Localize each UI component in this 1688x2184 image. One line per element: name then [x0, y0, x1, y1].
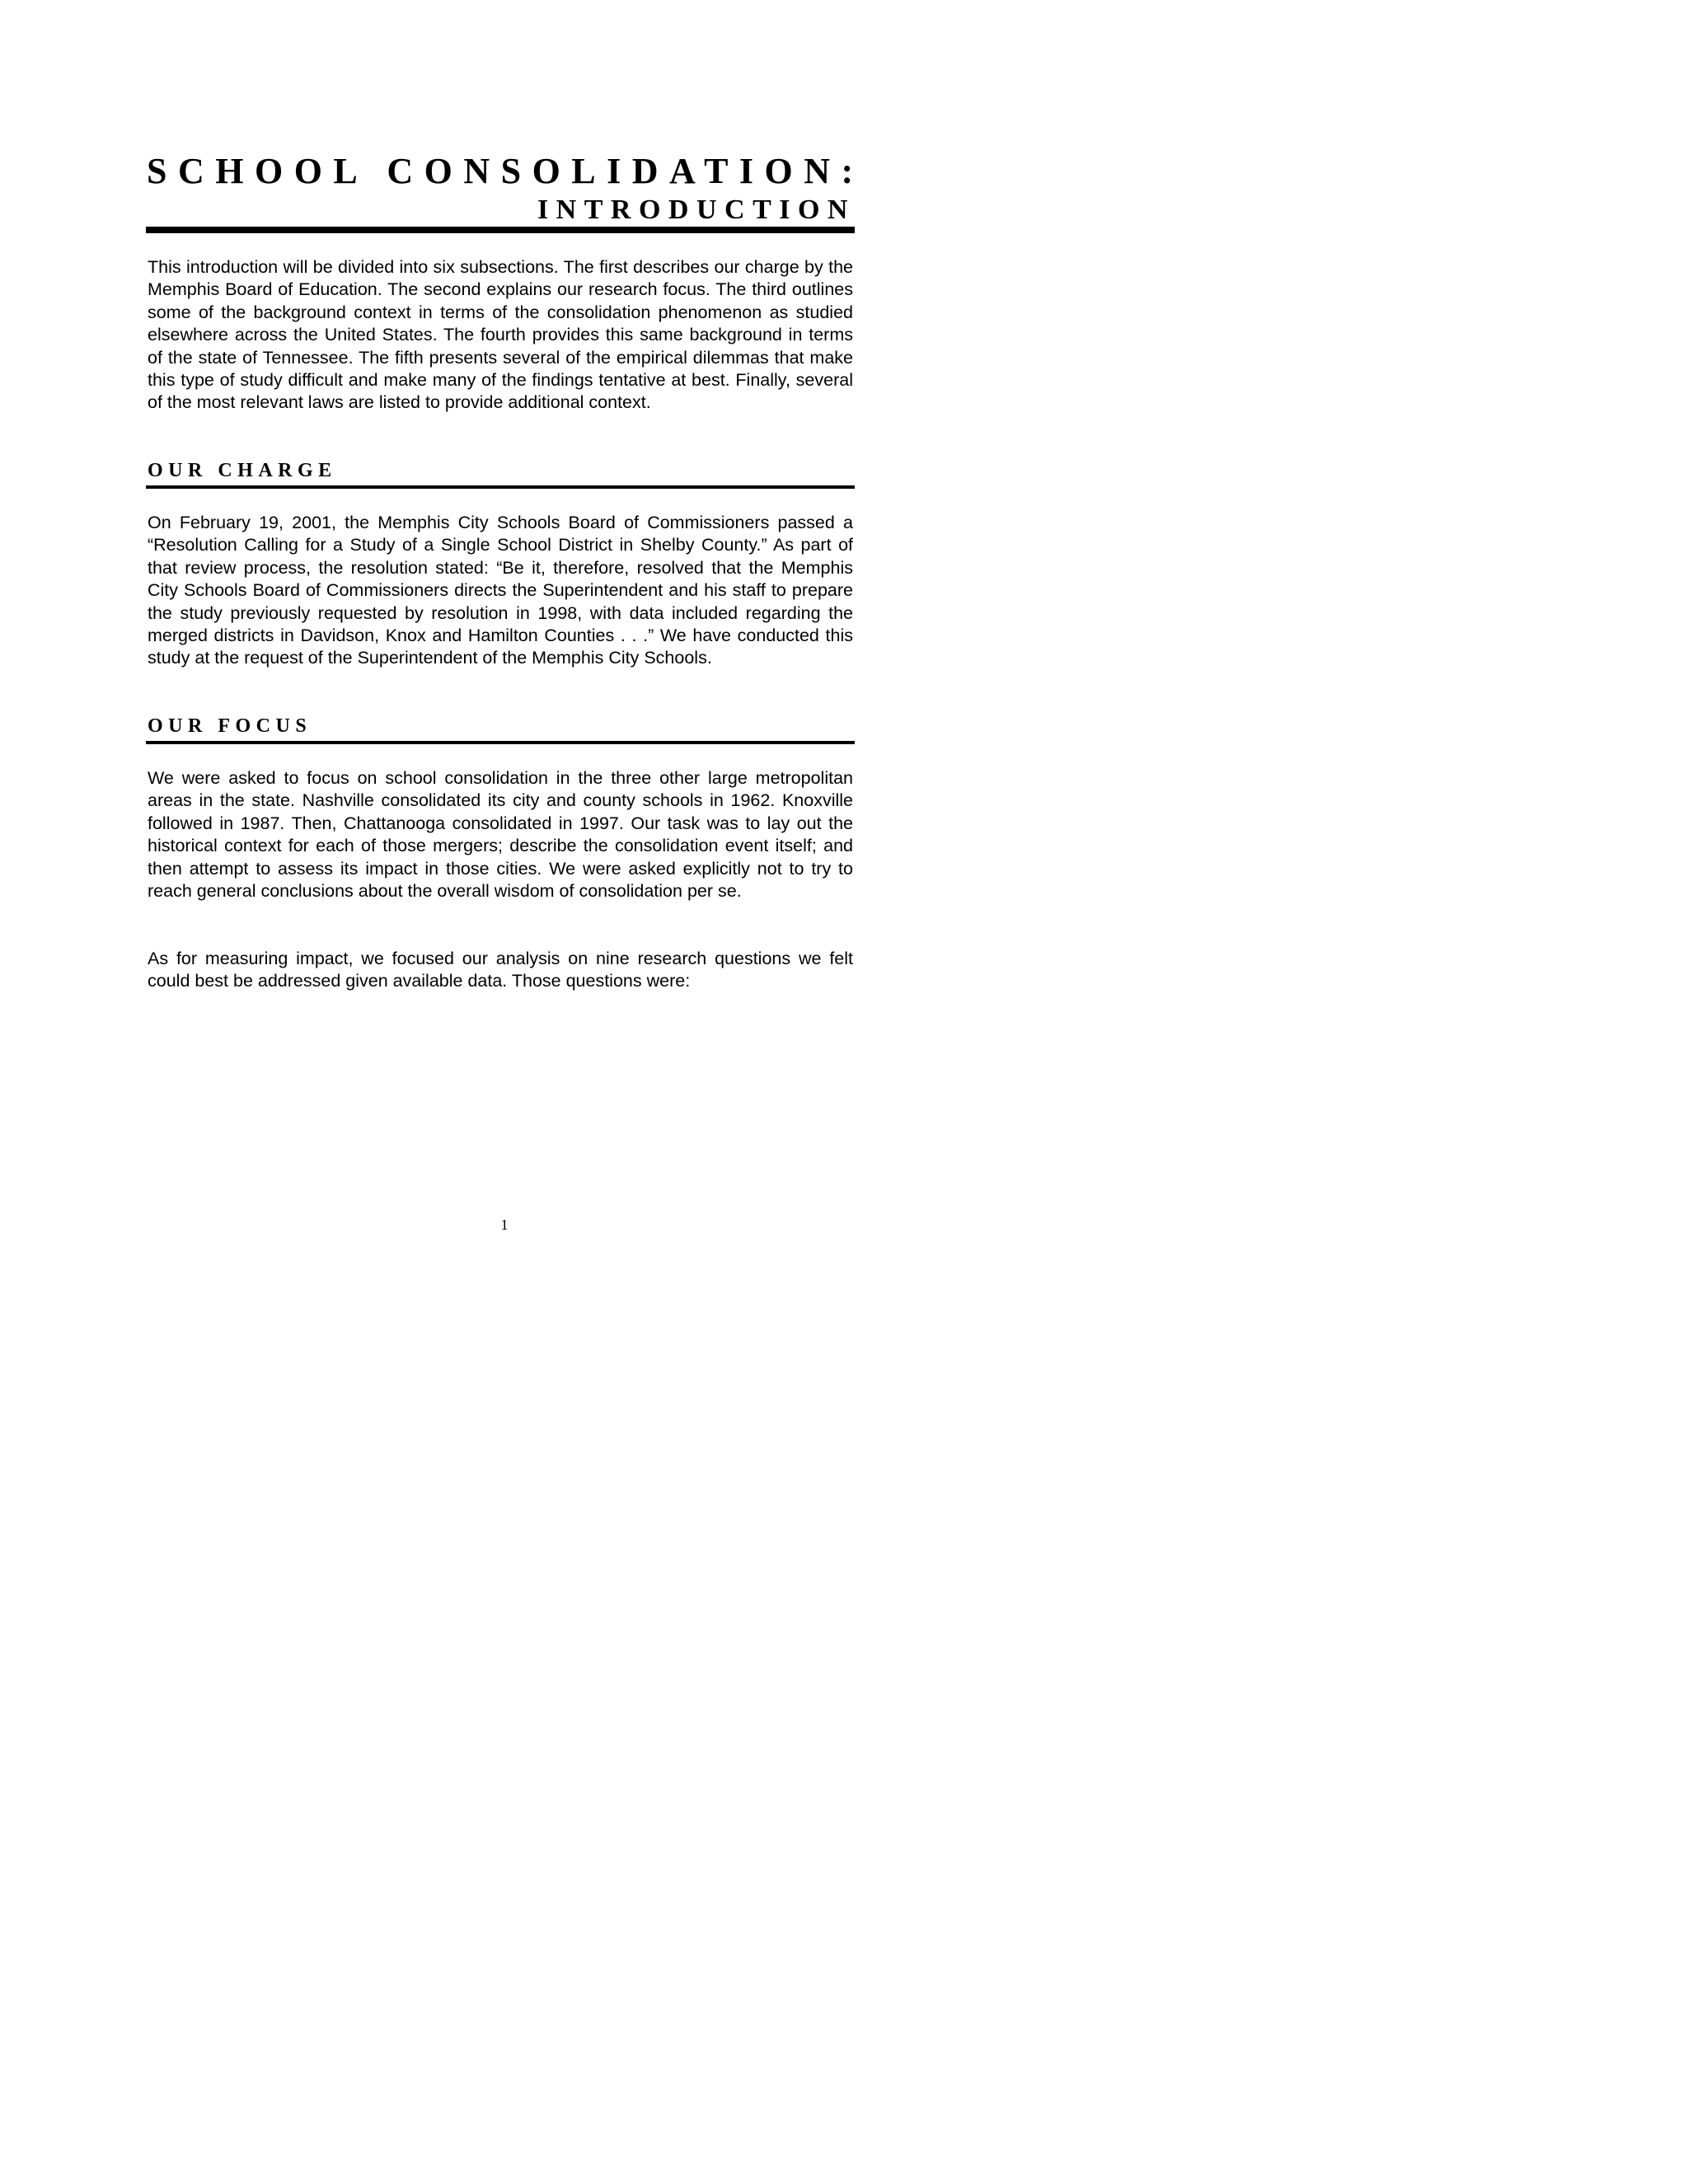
- section-divider-our-charge: [146, 485, 855, 489]
- document-subtitle: INTRODUCTION: [537, 194, 856, 225]
- page-number: 1: [500, 1216, 509, 1233]
- section-heading-our-focus: OUR FOCUS: [148, 715, 312, 737]
- intro-paragraph: This introduction will be divided into six subsections. The first describes our charge by the Memphis Board of Education. The second explains our research focus. The third outlines some of the background context in terms of the consolidation phenomenon as studied elsewhere across the United States. The fourth provides this same background in terms of the state of Tennessee. The fifth presents several of the empirical dilemmas that make this type of study difficult and make many of the findings tentative at best. Finally, several of the most relevant laws are listed to provide additional context.: [148, 257, 853, 413]
- impact-paragraph: As for measuring impact, we focused our analysis on nine research questions we felt could best be addressed given available data. Those questions were:: [148, 949, 853, 991]
- section-heading-our-charge: OUR CHARGE: [148, 460, 337, 481]
- focus-paragraph: We were asked to focus on school consolidation in the three other large metropolitan areas in the state. Nashville consolidated its city and county schools in 1962. Knoxville followed in 1987. Then, Chattanooga consolidated in 1997. Our task was to lay out the historical context for each of those mergers; describe the consolidation event itself; and then attempt to assess its impact in those cities. We were asked explicitly not to try to reach general conclusions about the overall wisdom of consolidation per se.: [148, 768, 853, 902]
- document-page: [0, 0, 1009, 1305]
- section-divider-our-focus: [146, 741, 855, 744]
- title-divider: [146, 227, 855, 233]
- charge-paragraph: On February 19, 2001, the Memphis City Schools Board of Commissioners passed a “Resolution Calling for a Study of a Single School District in Shelby County.” As part of that review process, the resolution stated: “Be it, therefore, resolved that the Memphis City Schools Board of Commissioners directs the Superintendent and his staff to prepare the study previously requested by resolution in 1998, with data included regarding the merged districts in Davidson, Knox and Hamilton Counties . . .” We have conducted this study at the request of the Superintendent of the Memphis City Schools.: [148, 513, 853, 668]
- document-title: SCHOOL CONSOLIDATION:: [147, 151, 865, 191]
